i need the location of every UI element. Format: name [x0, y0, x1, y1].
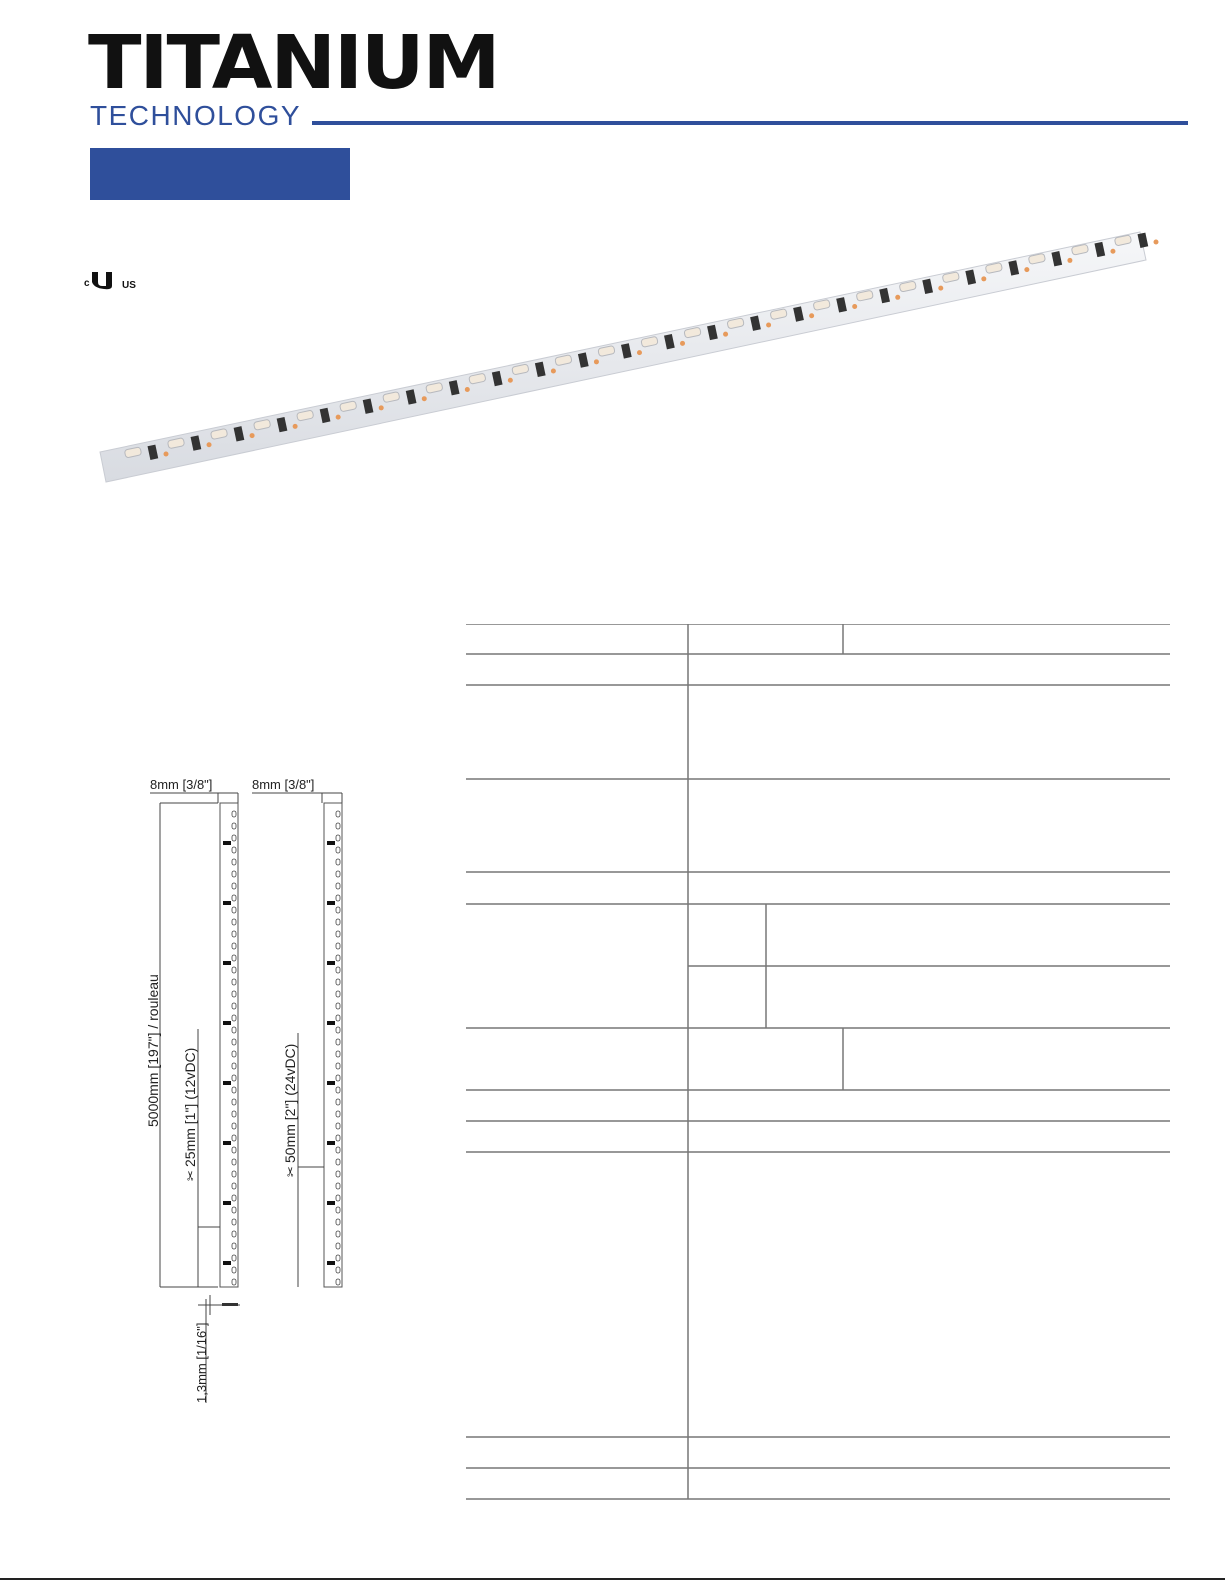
drawing-resistor — [223, 1261, 231, 1265]
logo-title: TITANIUM — [88, 20, 499, 106]
scissors-icon: ✂ — [284, 1166, 299, 1177]
strip-solder-pad — [207, 442, 212, 447]
drawing-resistor — [223, 1141, 231, 1145]
drawing-resistor — [223, 901, 231, 905]
drawing-resistor — [327, 1201, 335, 1205]
drawing-resistor — [223, 1081, 231, 1085]
cut-label-12v: 25mm [1"] (12vDC) — [182, 1047, 198, 1167]
strip-solder-pad — [551, 369, 556, 374]
width-label-left: 8mm [3/8"] — [150, 777, 213, 792]
svg-text:c: c — [84, 278, 90, 289]
drawing-resistor — [327, 961, 335, 965]
strip-solder-pad — [895, 295, 900, 300]
drawing-resistor — [223, 1021, 231, 1025]
drawing-resistor — [223, 961, 231, 965]
drawing-resistor — [327, 1021, 335, 1025]
footer-rule — [0, 1578, 1225, 1580]
strip-solder-pad — [250, 433, 255, 438]
drawing-resistor — [223, 1201, 231, 1205]
strip-solder-pad — [938, 286, 943, 291]
width-label-right: 8mm [3/8"] — [252, 777, 315, 792]
drawing-resistor — [327, 1081, 335, 1085]
header-rule — [312, 121, 1188, 125]
strip-solder-pad — [981, 276, 986, 281]
strip-solder-pad — [680, 341, 685, 346]
scissors-icon: ✂ — [184, 1170, 199, 1181]
strip-solder-pad — [1154, 240, 1159, 245]
drawing-resistor — [327, 1141, 335, 1145]
svg-text:L: L — [100, 272, 106, 282]
strip-solder-pad — [1067, 258, 1072, 263]
strip-solder-pad — [809, 313, 814, 318]
strip-solder-pad — [422, 396, 427, 401]
strip-solder-pad — [293, 424, 298, 429]
strip-solder-pad — [637, 350, 642, 355]
drawing-resistor — [327, 1261, 335, 1265]
spec-table — [466, 624, 1170, 1510]
drawing-resistor — [327, 841, 335, 845]
strip-solder-pad — [723, 332, 728, 337]
dimension-drawing — [140, 775, 400, 1435]
drawing-resistor — [223, 841, 231, 845]
strip-solder-pad — [1110, 249, 1115, 254]
strip-solder-pad — [379, 405, 384, 410]
thickness-label: 1,3mm [1/16"] — [194, 1322, 209, 1403]
strip-solder-pad — [164, 452, 169, 457]
strip-solder-pad — [336, 415, 341, 420]
cut-label-24v: 50mm [2"] (24vDC) — [282, 1043, 298, 1163]
strip-solder-pad — [1024, 267, 1029, 272]
strip-solder-pad — [465, 387, 470, 392]
length-label: 5000mm [197"] / rouleau — [145, 974, 161, 1127]
svg-text:US: US — [122, 280, 136, 290]
strip-solder-pad — [594, 359, 599, 364]
title-bar — [90, 148, 350, 200]
strip-solder-pad — [766, 322, 771, 327]
logo-subtitle: TECHNOLOGY — [90, 100, 302, 131]
led-strip-photo — [96, 230, 1166, 500]
drawing-resistor — [327, 901, 335, 905]
strip-solder-pad — [508, 378, 513, 383]
strip-solder-pad — [852, 304, 857, 309]
